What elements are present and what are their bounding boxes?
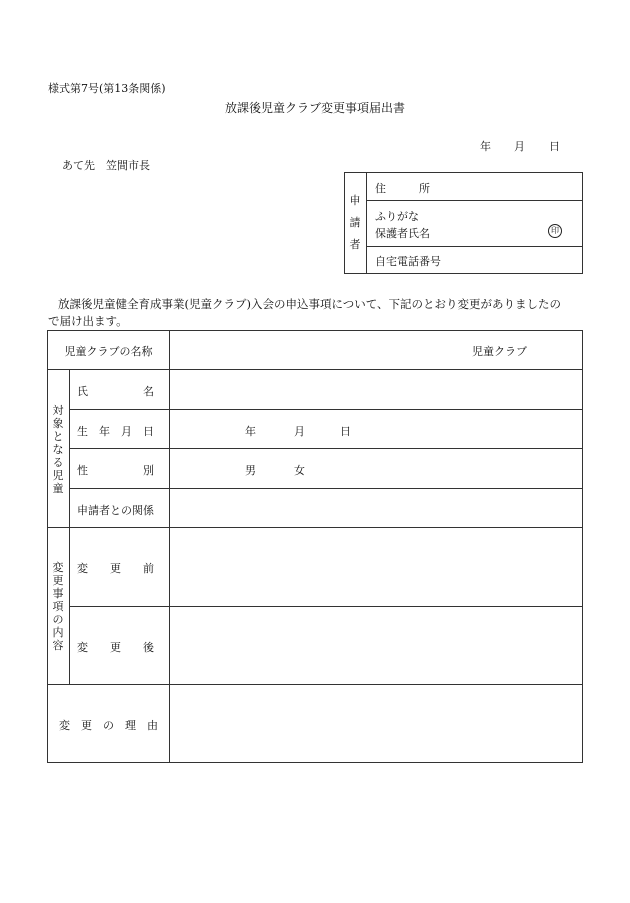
relation-label: 申請者との関係 <box>77 504 154 517</box>
sex-male: 男 <box>245 464 256 477</box>
guardian-name-label: 保護者氏名 <box>375 227 430 240</box>
birth-day: 日 <box>340 425 351 438</box>
date-year: 年 <box>480 140 491 153</box>
date-month: 月 <box>514 140 525 153</box>
intro-line-1: 放課後児童健全育成事業(児童クラブ)入会の申込事項について、下記のとおり変更がありましたの <box>58 297 562 311</box>
sex-label: 性 別 <box>77 464 154 477</box>
sex-female: 女 <box>294 464 305 477</box>
applicant-vertical-label: 申 請 者 <box>349 194 361 251</box>
furigana-label: ふりがな <box>375 210 419 223</box>
document-title: 放課後児童クラブ変更事項届出書 <box>224 101 405 115</box>
address-label: 住 所 <box>375 182 430 195</box>
reason-label: 変 更 の 理 由 <box>59 719 158 732</box>
after-change-label: 変 更 後 <box>77 641 154 654</box>
intro-line-2: で届け出ます。 <box>48 314 128 328</box>
form-number: 様式第7号(第13条関係) <box>48 82 166 95</box>
seal-mark: 印 <box>548 224 562 238</box>
before-change-label: 変 更 前 <box>77 562 154 575</box>
birth-year: 年 <box>245 425 256 438</box>
club-name-label: 児童クラブの名称 <box>64 345 153 358</box>
target-child-vertical-label: 対 象 と な る 児 童 <box>52 404 64 495</box>
birth-month: 月 <box>294 425 305 438</box>
club-name-suffix: 児童クラブ <box>472 345 527 358</box>
addressee: あて先 笠間市長 <box>62 159 150 172</box>
name-label: 氏 名 <box>77 385 154 398</box>
date-day: 日 <box>549 140 560 153</box>
birth-label: 生 年 月 日 <box>77 425 154 438</box>
home-phone-label: 自宅電話番号 <box>375 255 441 268</box>
change-contents-vertical-label: 変 更 事 項 の 内 容 <box>52 561 64 652</box>
